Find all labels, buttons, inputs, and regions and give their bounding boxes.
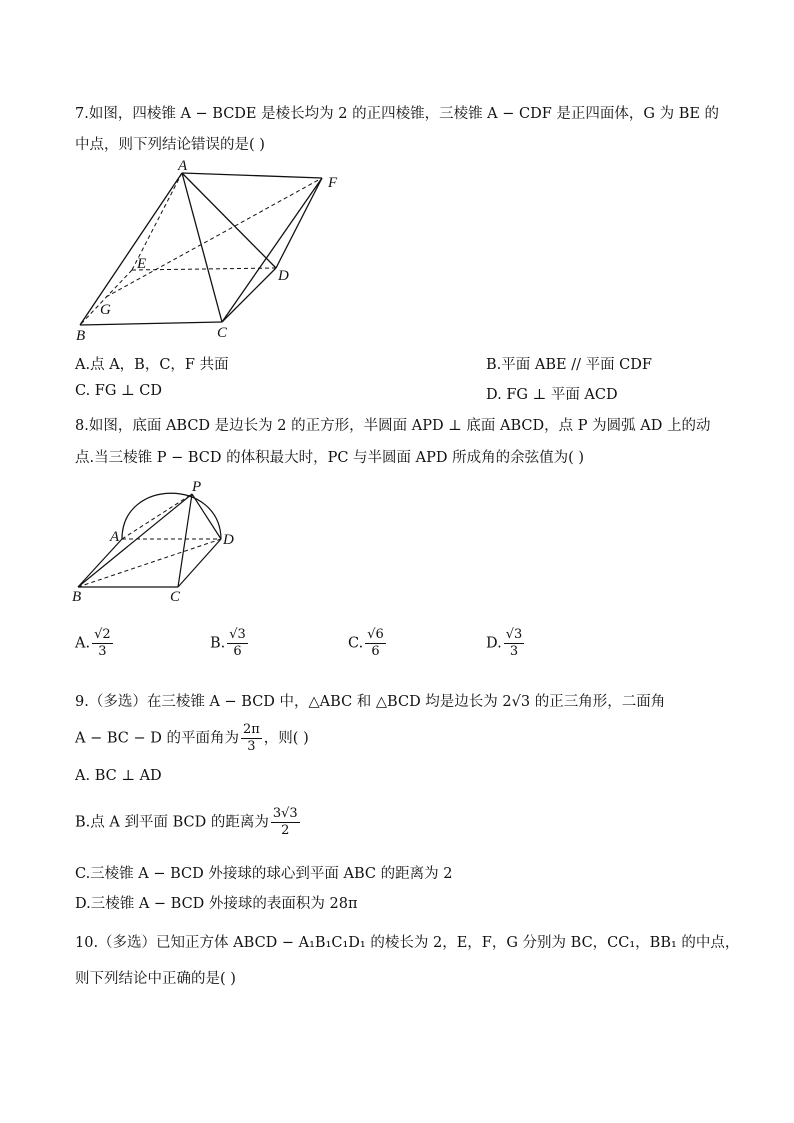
q7-label-E: E bbox=[137, 256, 147, 272]
q9-option-a: A. BC ⊥ AD bbox=[75, 768, 162, 784]
q8-stem-line1: 8.如图，底面 ABCD 是边长为 2 的正方形，半圆面 APD ⊥ 底面 ABCD，点 P 为圆弧 AD 上的动 bbox=[75, 418, 711, 434]
q8-option-a: A. $\frac{√2}{3}$ bbox=[75, 627, 111, 659]
q7-label-G: G bbox=[100, 302, 111, 318]
q7-stem-line2: 中点，则下列结论错误的是( ) bbox=[75, 137, 265, 153]
q9-option-b: B.点 A 到平面 BCD 的距离为 $\frac{3√3}{2}$ bbox=[75, 806, 298, 838]
q9-stem-line2: A − BC − D 的平面角为 $\frac{2\pi}{3}$ ，则( ) bbox=[75, 722, 309, 754]
q7-figure bbox=[70, 158, 360, 348]
q7-option-b: B.平面 ABE // 平面 CDF bbox=[486, 357, 652, 373]
q7-label-A: A bbox=[178, 158, 188, 174]
q10-stem-line2: 则下列结论中正确的是( ) bbox=[75, 971, 236, 987]
q8-label-C: C bbox=[170, 589, 181, 605]
q7-label-F: F bbox=[328, 175, 338, 191]
q7-label-B: B bbox=[76, 328, 86, 344]
q8-label-B: B bbox=[72, 589, 82, 605]
q8-label-A: A bbox=[110, 529, 120, 545]
q10-stem-line1: 10.（多选）已知正方体 ABCD − A₁B₁C₁D₁ 的棱长为 2，E，F，G 分别为 BC，CC₁，BB₁ 的中点， bbox=[75, 935, 740, 951]
q8-figure bbox=[70, 478, 250, 606]
q8-option-c: C. $\frac{√6}{6}$ bbox=[348, 627, 384, 659]
q7-option-a: A.点 A，B，C，F 共面 bbox=[75, 357, 229, 373]
q7-option-d: D. FG ⊥ 平面 ACD bbox=[486, 387, 618, 403]
q7-option-c: C. FG ⊥ CD bbox=[75, 383, 163, 399]
q9-option-c: C.三棱锥 A − BCD 外接球的球心到平面 ABC 的距离为 2 bbox=[75, 866, 453, 882]
q9-option-d: D.三棱锥 A − BCD 外接球的表面积为 28π bbox=[75, 896, 358, 912]
q8-option-b: B. $\frac{√3}{6}$ bbox=[210, 627, 246, 659]
q7-label-C: C bbox=[217, 325, 228, 341]
q8-label-P: P bbox=[192, 479, 202, 495]
q8-option-d: D. $\frac{√3}{3}$ bbox=[486, 627, 523, 659]
q8-stem-line2: 点.当三棱锥 P − BCD 的体积最大时，PC 与半圆面 APD 所成角的余弦值为( ) bbox=[75, 450, 585, 466]
q8-label-D: D bbox=[223, 532, 234, 548]
q7-label-D: D bbox=[278, 268, 289, 284]
q7-stem-line1: 7.如图，四棱锥 A − BCDE 是棱长均为 2 的正四棱锥，三棱锥 A − CDF 是正四面体，G 为 BE 的 bbox=[75, 106, 720, 122]
q9-stem-line1: 9.（多选）在三棱锥 A − BCD 中，△ABC 和 △BCD 均是边长为 2√3 的正三角形，二面角 bbox=[75, 694, 666, 710]
